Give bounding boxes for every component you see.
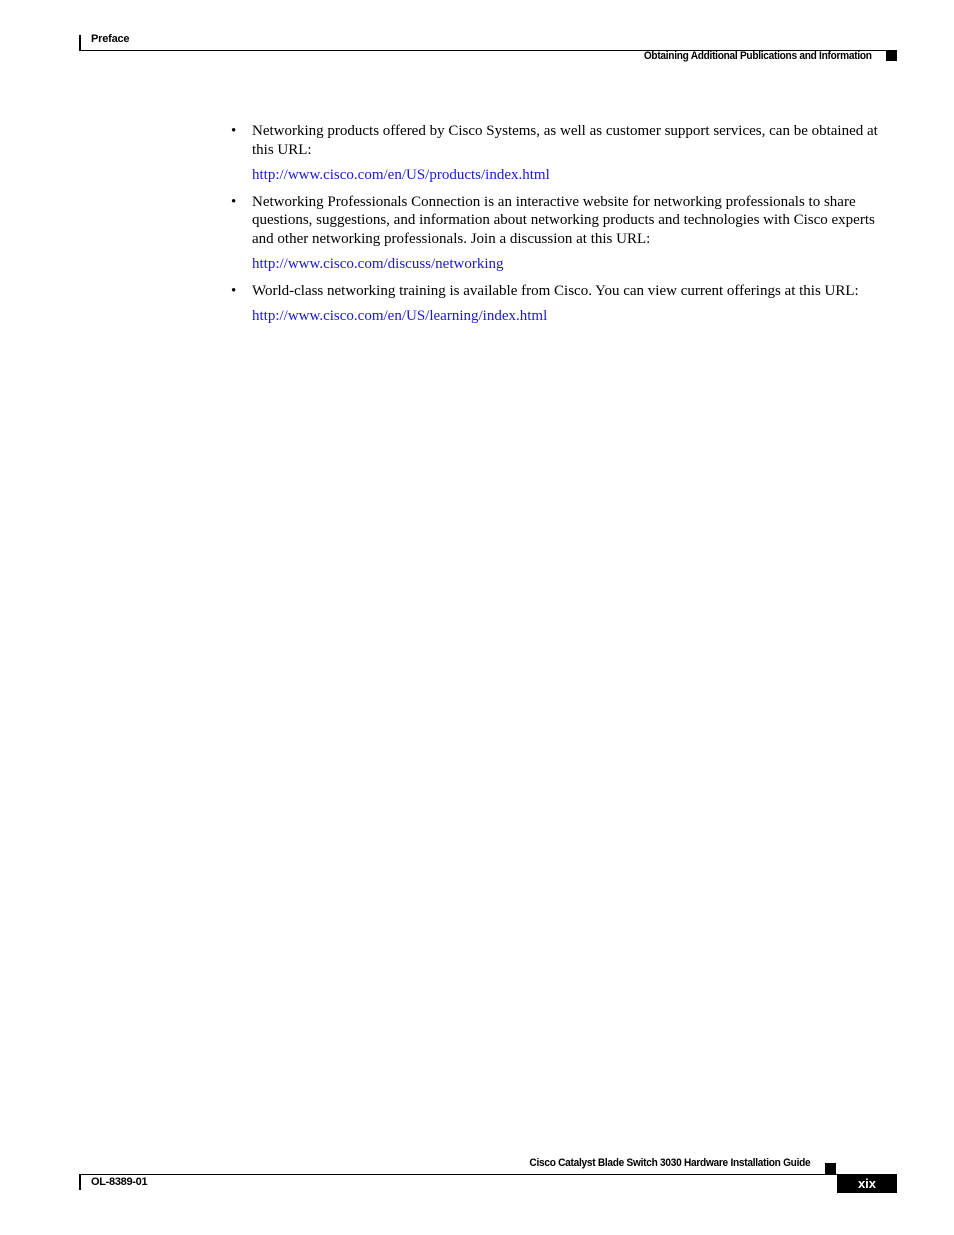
bullet-mark: • bbox=[231, 123, 237, 139]
list-item bbox=[231, 193, 899, 249]
header-marker-square bbox=[886, 51, 897, 61]
bullet-text: World-class networking training is available from Cisco. You can view current offerings at this URL: bbox=[252, 282, 859, 299]
header-left-bar bbox=[79, 35, 81, 51]
discuss-networking-link[interactable]: http://www.cisco.com/discuss/networking bbox=[252, 256, 504, 272]
bullet-text: Networking products offered by Cisco Systems, as well as customer support services, can be obtained at this URL: bbox=[252, 123, 878, 158]
products-link[interactable]: http://www.cisco.com/en/US/products/index.html bbox=[252, 167, 550, 183]
footer-marker-square bbox=[825, 1163, 836, 1174]
header-section-label: Preface bbox=[91, 33, 130, 45]
bullet-mark: • bbox=[231, 282, 237, 299]
list-item bbox=[231, 282, 899, 301]
header-chapter-title: Obtaining Additional Publications and Information bbox=[644, 50, 872, 62]
bullet-mark: • bbox=[231, 193, 237, 210]
footer-page-number: xix bbox=[837, 1174, 897, 1193]
footer-guide-title: Cisco Catalyst Blade Switch 3030 Hardware Installation Guide bbox=[529, 1157, 810, 1169]
page-content bbox=[231, 122, 899, 334]
footer-left-bar bbox=[79, 1174, 81, 1190]
list-item bbox=[231, 122, 899, 159]
footer-doc-number: OL-8389-01 bbox=[91, 1176, 148, 1188]
footer-rule bbox=[79, 1174, 897, 1175]
bullet-text: Networking Professionals Connection is an interactive website for networking professionals to share questions, suggestions, and information about networking products and technologies with Cisco experts and other networking professionals. Join a discussion at this URL: bbox=[252, 193, 875, 247]
learning-link[interactable]: http://www.cisco.com/en/US/learning/index.html bbox=[252, 308, 548, 324]
